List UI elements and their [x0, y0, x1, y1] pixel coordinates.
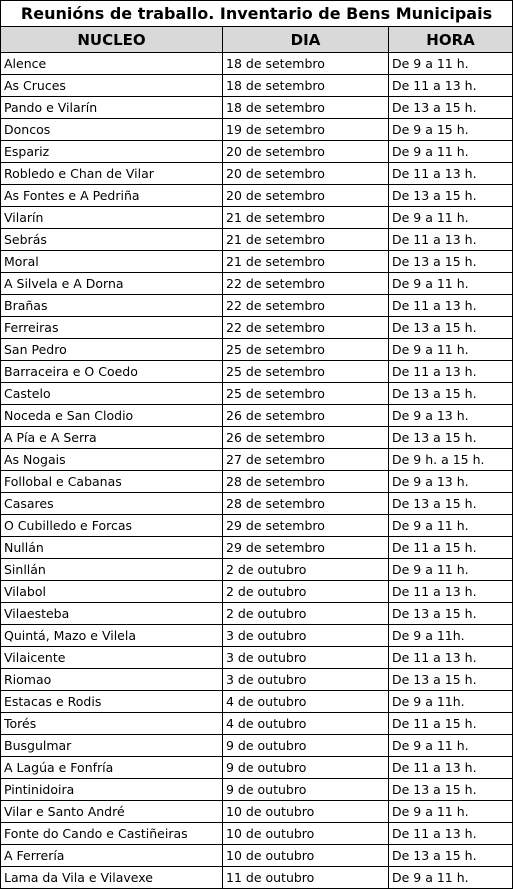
cell-nucleo: Busgulmar [1, 735, 223, 757]
cell-hora: De 9 a 11 h. [389, 53, 513, 75]
table-row [1, 559, 513, 581]
table-row [1, 339, 513, 361]
table-row [1, 405, 513, 427]
cell-hora: De 11 a 13 h. [389, 229, 513, 251]
cell-dia: 29 de setembro [223, 537, 389, 559]
cell-dia: 9 de outubro [223, 757, 389, 779]
table-row [1, 801, 513, 823]
cell-nucleo: Espariz [1, 141, 223, 163]
table-row [1, 691, 513, 713]
table-row [1, 823, 513, 845]
column-header-dia: DIA [223, 27, 389, 53]
cell-dia: 20 de setembro [223, 185, 389, 207]
cell-hora: De 11 a 13 h. [389, 361, 513, 383]
table-row [1, 493, 513, 515]
cell-dia: 3 de outubro [223, 647, 389, 669]
cell-hora: De 13 a 15 h. [389, 317, 513, 339]
cell-nucleo: O Cubilledo e Forcas [1, 515, 223, 537]
table-row [1, 581, 513, 603]
table-row [1, 317, 513, 339]
cell-hora: De 9 a 11 h. [389, 559, 513, 581]
cell-hora: De 9 a 11 h. [389, 801, 513, 823]
table-row [1, 97, 513, 119]
table-row [1, 779, 513, 801]
cell-nucleo: A Pía e A Serra [1, 427, 223, 449]
table-row [1, 603, 513, 625]
cell-hora: De 9 a 11h. [389, 625, 513, 647]
cell-hora: De 13 a 15 h. [389, 669, 513, 691]
table-row [1, 361, 513, 383]
cell-hora: De 9 a 11 h. [389, 735, 513, 757]
cell-hora: De 9 a 13 h. [389, 405, 513, 427]
cell-hora: De 13 a 15 h. [389, 383, 513, 405]
cell-hora: De 9 h. a 15 h. [389, 449, 513, 471]
cell-dia: 28 de setembro [223, 493, 389, 515]
cell-hora: De 9 a 11 h. [389, 867, 513, 889]
cell-nucleo: A Silvela e A Dorna [1, 273, 223, 295]
cell-nucleo: Fonte do Cando e Castiñeiras [1, 823, 223, 845]
cell-hora: De 11 a 13 h. [389, 295, 513, 317]
cell-dia: 20 de setembro [223, 163, 389, 185]
cell-hora: De 13 a 15 h. [389, 97, 513, 119]
cell-dia: 26 de setembro [223, 405, 389, 427]
cell-hora: De 9 a 11 h. [389, 141, 513, 163]
table-row [1, 735, 513, 757]
table-row [1, 75, 513, 97]
cell-nucleo: Brañas [1, 295, 223, 317]
cell-dia: 20 de setembro [223, 141, 389, 163]
cell-dia: 18 de setembro [223, 53, 389, 75]
cell-nucleo: A Lagúa e Fonfría [1, 757, 223, 779]
cell-hora: De 11 a 13 h. [389, 823, 513, 845]
table-row [1, 537, 513, 559]
table-row [1, 141, 513, 163]
cell-nucleo: Riomao [1, 669, 223, 691]
cell-hora: De 13 a 15 h. [389, 493, 513, 515]
table-row [1, 713, 513, 735]
cell-hora: De 13 a 15 h. [389, 251, 513, 273]
table-row [1, 251, 513, 273]
cell-nucleo: Robledo e Chan de Vilar [1, 163, 223, 185]
cell-dia: 18 de setembro [223, 97, 389, 119]
cell-nucleo: Torés [1, 713, 223, 735]
table-body [1, 53, 513, 889]
table-row [1, 669, 513, 691]
column-header-hora: HORA [389, 27, 513, 53]
table-row [1, 229, 513, 251]
cell-dia: 26 de setembro [223, 427, 389, 449]
cell-nucleo: Ferreiras [1, 317, 223, 339]
cell-hora: De 13 a 15 h. [389, 845, 513, 867]
cell-dia: 4 de outubro [223, 713, 389, 735]
cell-hora: De 9 a 11 h. [389, 273, 513, 295]
cell-dia: 9 de outubro [223, 735, 389, 757]
cell-dia: 19 de setembro [223, 119, 389, 141]
table-row [1, 757, 513, 779]
cell-nucleo: As Cruces [1, 75, 223, 97]
cell-dia: 21 de setembro [223, 207, 389, 229]
cell-dia: 2 de outubro [223, 581, 389, 603]
cell-dia: 22 de setembro [223, 295, 389, 317]
cell-dia: 28 de setembro [223, 471, 389, 493]
cell-dia: 25 de setembro [223, 383, 389, 405]
cell-hora: De 11 a 13 h. [389, 647, 513, 669]
cell-hora: De 13 a 15 h. [389, 427, 513, 449]
cell-dia: 10 de outubro [223, 801, 389, 823]
cell-hora: De 9 a 11h. [389, 691, 513, 713]
cell-nucleo: Lama da Vila e Vilavexe [1, 867, 223, 889]
cell-hora: De 9 a 15 h. [389, 119, 513, 141]
cell-hora: De 11 a 15 h. [389, 537, 513, 559]
cell-nucleo: Vilabol [1, 581, 223, 603]
cell-nucleo: Estacas e Rodis [1, 691, 223, 713]
table-row [1, 273, 513, 295]
cell-dia: 10 de outubro [223, 823, 389, 845]
cell-nucleo: Sebrás [1, 229, 223, 251]
table-row [1, 515, 513, 537]
cell-nucleo: A Ferrería [1, 845, 223, 867]
cell-nucleo: Doncos [1, 119, 223, 141]
cell-dia: 11 de outubro [223, 867, 389, 889]
cell-nucleo: Moral [1, 251, 223, 273]
cell-nucleo: Vilaicente [1, 647, 223, 669]
cell-dia: 25 de setembro [223, 361, 389, 383]
cell-dia: 9 de outubro [223, 779, 389, 801]
table-row [1, 185, 513, 207]
cell-hora: De 9 a 11 h. [389, 339, 513, 361]
cell-hora: De 11 a 13 h. [389, 163, 513, 185]
cell-nucleo: San Pedro [1, 339, 223, 361]
table-row [1, 163, 513, 185]
cell-nucleo: Sinllán [1, 559, 223, 581]
cell-hora: De 13 a 15 h. [389, 779, 513, 801]
table-row [1, 383, 513, 405]
table-row [1, 53, 513, 75]
table-row [1, 625, 513, 647]
cell-nucleo: Casares [1, 493, 223, 515]
cell-hora: De 9 a 11 h. [389, 515, 513, 537]
cell-nucleo: Castelo [1, 383, 223, 405]
cell-dia: 27 de setembro [223, 449, 389, 471]
cell-dia: 3 de outubro [223, 669, 389, 691]
table-row [1, 427, 513, 449]
cell-hora: De 9 a 11 h. [389, 207, 513, 229]
cell-hora: De 9 a 13 h. [389, 471, 513, 493]
cell-nucleo: Barraceira e O Coedo [1, 361, 223, 383]
table-row [1, 295, 513, 317]
cell-hora: De 13 a 15 h. [389, 185, 513, 207]
table-row [1, 471, 513, 493]
cell-hora: De 11 a 13 h. [389, 757, 513, 779]
cell-hora: De 11 a 13 h. [389, 581, 513, 603]
table-row [1, 449, 513, 471]
header-row [1, 27, 513, 53]
cell-dia: 21 de setembro [223, 229, 389, 251]
cell-dia: 18 de setembro [223, 75, 389, 97]
table-row [1, 845, 513, 867]
cell-nucleo: As Nogais [1, 449, 223, 471]
table-row [1, 119, 513, 141]
table-row [1, 867, 513, 889]
cell-nucleo: Pando e Vilarín [1, 97, 223, 119]
cell-dia: 29 de setembro [223, 515, 389, 537]
cell-dia: 22 de setembro [223, 317, 389, 339]
cell-nucleo: Vilaesteba [1, 603, 223, 625]
cell-dia: 2 de outubro [223, 603, 389, 625]
cell-hora: De 13 a 15 h. [389, 603, 513, 625]
cell-dia: 21 de setembro [223, 251, 389, 273]
cell-nucleo: Alence [1, 53, 223, 75]
cell-nucleo: Pintinidoira [1, 779, 223, 801]
cell-dia: 4 de outubro [223, 691, 389, 713]
cell-nucleo: Quintá, Mazo e Vilela [1, 625, 223, 647]
cell-nucleo: Vilar e Santo André [1, 801, 223, 823]
cell-dia: 10 de outubro [223, 845, 389, 867]
cell-nucleo: Vilarín [1, 207, 223, 229]
cell-hora: De 11 a 13 h. [389, 75, 513, 97]
table-row [1, 207, 513, 229]
cell-dia: 3 de outubro [223, 625, 389, 647]
cell-hora: De 11 a 15 h. [389, 713, 513, 735]
cell-dia: 22 de setembro [223, 273, 389, 295]
table-row [1, 647, 513, 669]
cell-nucleo: As Fontes e A Pedriña [1, 185, 223, 207]
column-header-nucleo: NUCLEO [1, 27, 223, 53]
cell-nucleo: Follobal e Cabanas [1, 471, 223, 493]
cell-nucleo: Nullán [1, 537, 223, 559]
cell-nucleo: Noceda e San Clodio [1, 405, 223, 427]
cell-dia: 2 de outubro [223, 559, 389, 581]
cell-dia: 25 de setembro [223, 339, 389, 361]
table-title: Reunións de traballo. Inventario de Bens Municipais [1, 1, 513, 27]
